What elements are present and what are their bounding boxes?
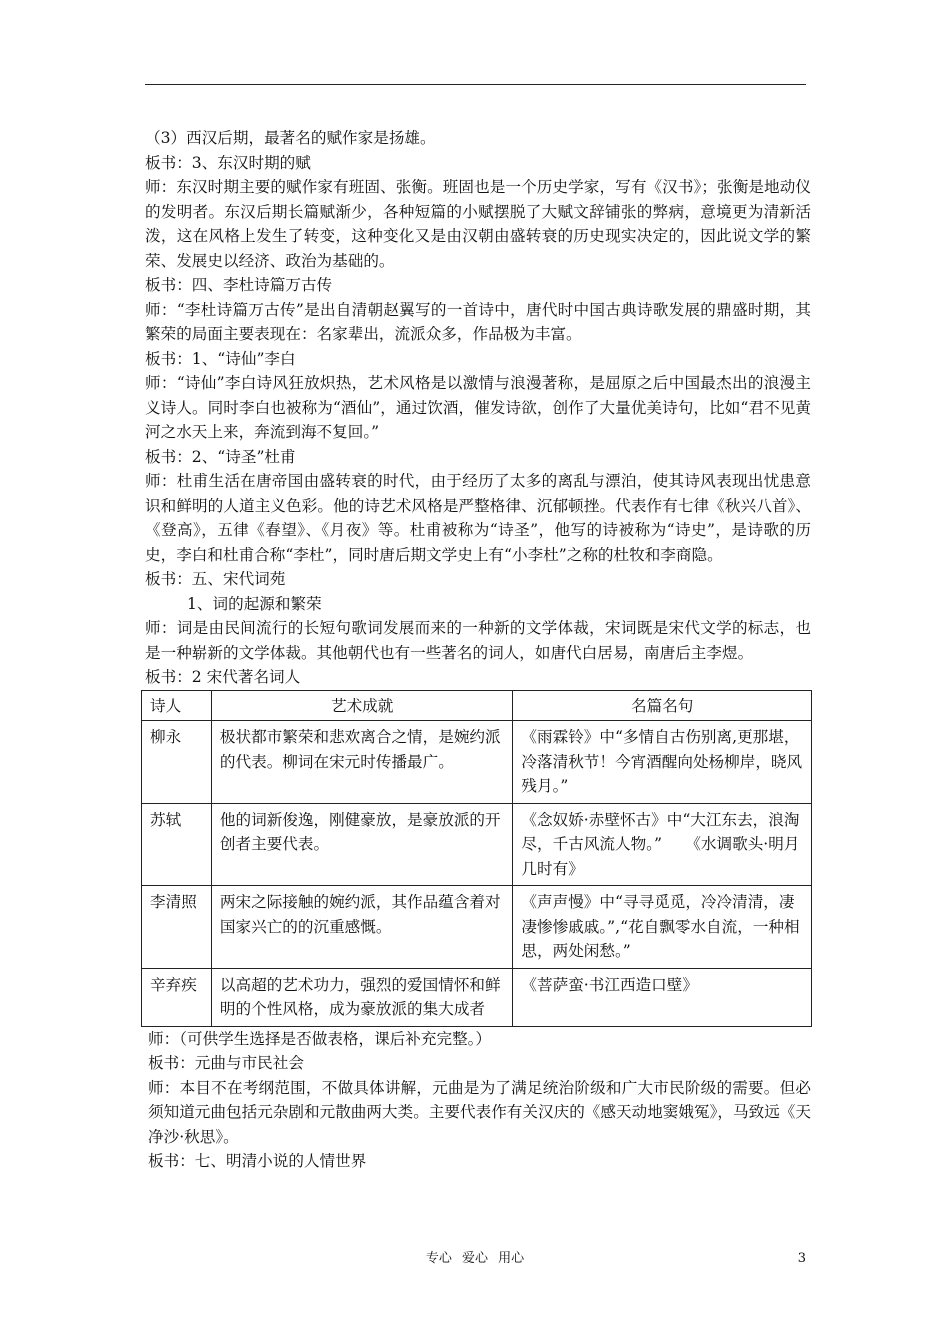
sub-heading: 1、词的起源和繁荣 — [187, 594, 322, 613]
paragraph: 师：杜甫生活在唐帝国由盛转衰的时代，由于经历了太多的离乱与漂泊，使其诗风表现出忧患意识和鲜明的人道主义色彩。他的诗艺术风格是严整格律、沉郁顿挫。代表作有七律《秋兴八首》、《登高》，五律《春望》、《月夜》等。杜甫被称为“诗圣”，他写的诗被称为“诗史”，是诗歌的历史，李白和杜甫合称“李杜”，同时唐后期文学史上有“小李杜”之称的杜牧和李商隐。 — [145, 472, 811, 564]
table-row — [142, 721, 812, 804]
paragraph: 师：“诗仙”李白诗风狂放炽热，艺术风格是以激情与浪漫著称，是屈原之后中国最杰出的浪漫主义诗人。同时李白也被称为“酒仙”，通过饮酒，催发诗欲，创作了大量优美诗句，比如“君不见黄河之水天上来，奔流到海不复回。” — [145, 374, 811, 441]
table-row — [142, 968, 812, 1026]
document-body — [145, 126, 811, 1174]
board-heading: 板书：3、东汉时期的赋 — [145, 153, 311, 172]
cell-works: 《念奴娇·赤壁怀古》中“大江东去，浪淘尽，千古风流人物。” 《水调歌头·明月几时有》 — [513, 803, 812, 886]
column-header-achievement: 艺术成就 — [211, 690, 513, 721]
cell-achievement: 两宋之际接触的婉约派，其作品蕴含着对国家兴亡的的沉重感慨。 — [211, 886, 513, 969]
board-heading: 板书：五、宋代词苑 — [145, 570, 286, 588]
paragraph: 师：词是由民间流行的长短句歌词发展而来的一种新的文学体裁，宋词既是宋代文学的标志，也是一种崭新的文学体裁。其他朝代也有一些著名的词人，如唐代白居易，南唐后主李煜。 — [145, 619, 811, 662]
cell-works: 《菩萨蛮·书江西造口壁》 — [513, 968, 812, 1026]
cell-achievement: 以高超的艺术功力，强烈的爱国情怀和鲜明的个性风格，成为豪放派的集大成者 — [211, 968, 513, 1026]
paragraph: 师：“李杜诗篇万古传”是出自清朝赵翼写的一首诗中，唐代时中国古典诗歌发展的鼎盛时期，其繁荣的局面主要表现在：名家辈出，流派众多，作品极为丰富。 — [145, 300, 811, 343]
cell-poet: 辛弃疾 — [142, 968, 212, 1026]
board-heading: 板书：1、“诗仙”李白 — [145, 349, 296, 368]
cell-works: 《声声慢》中“寻寻觅觅，冷冷清清，凄凄惨惨戚戚。”,“花自飘零水自流，一种相思，两处闲愁。” — [513, 886, 812, 969]
header-rule — [145, 84, 806, 85]
board-heading: 板书：2、“诗圣”杜甫 — [145, 447, 296, 466]
table-header-row — [142, 690, 812, 721]
paragraph: 师：本目不在考纲范围，不做具体讲解，元曲是为了满足统治阶级和广大市民阶级的需要。但必须知道元曲包括元杂剧和元散曲两大类。主要代表作有关汉庆的《感天动地窦娥冤》，马致远《天净沙·秋思》。 — [148, 1078, 811, 1146]
table-row — [142, 803, 812, 886]
song-poets-table — [141, 690, 812, 1027]
column-header-works: 名篇名句 — [513, 690, 812, 721]
cell-achievement: 他的词新俊逸，刚健豪放，是豪放派的开创者主要代表。 — [211, 803, 513, 886]
footer-slogan: 专心 爱心 用心 — [425, 1251, 525, 1266]
paragraph: 师：东汉时期主要的赋作家有班固、张衡。班固也是一个历史学家，写有《汉书》；张衡是地动仪的发明者。东汉后期长篇赋渐少，各种短篇的小赋摆脱了大赋文辞铺张的弊病，意境更为清新活泼，这在风格上发生了转变，这种变化又是由汉朝由盛转衰的历史现实决定的，因此说文学的繁荣、发展史以经济、政治为基础的。 — [145, 178, 811, 270]
table-row — [142, 886, 812, 969]
cell-poet: 苏轼 — [142, 803, 212, 886]
board-heading: 板书：七、明清小说的人情世界 — [148, 1152, 367, 1170]
board-heading: 板书：元曲与市民社会 — [148, 1054, 304, 1072]
board-heading: 板书：四、李杜诗篇万古传 — [145, 276, 333, 294]
paragraph: 师：（可供学生选择是否做表格，课后补充完整。） — [148, 1029, 492, 1048]
cell-poet: 柳永 — [142, 721, 212, 804]
cell-achievement: 极状都市繁荣和悲欢离合之情，是婉约派的代表。柳词在宋元时传播最广。 — [211, 721, 513, 804]
cell-works: 《雨霖铃》中“多情自古伤别离,更那堪，冷落清秋节！今宵酒醒向处杨柳岸，晓风残月。” — [513, 721, 812, 804]
board-heading: 板书：2 宋代著名词人 — [145, 668, 301, 686]
cell-poet: 李清照 — [142, 886, 212, 969]
column-header-poet: 诗人 — [142, 690, 212, 721]
page-number: 3 — [797, 1251, 806, 1266]
paragraph: （3）西汉后期，最著名的赋作家是扬雄。 — [145, 129, 436, 147]
